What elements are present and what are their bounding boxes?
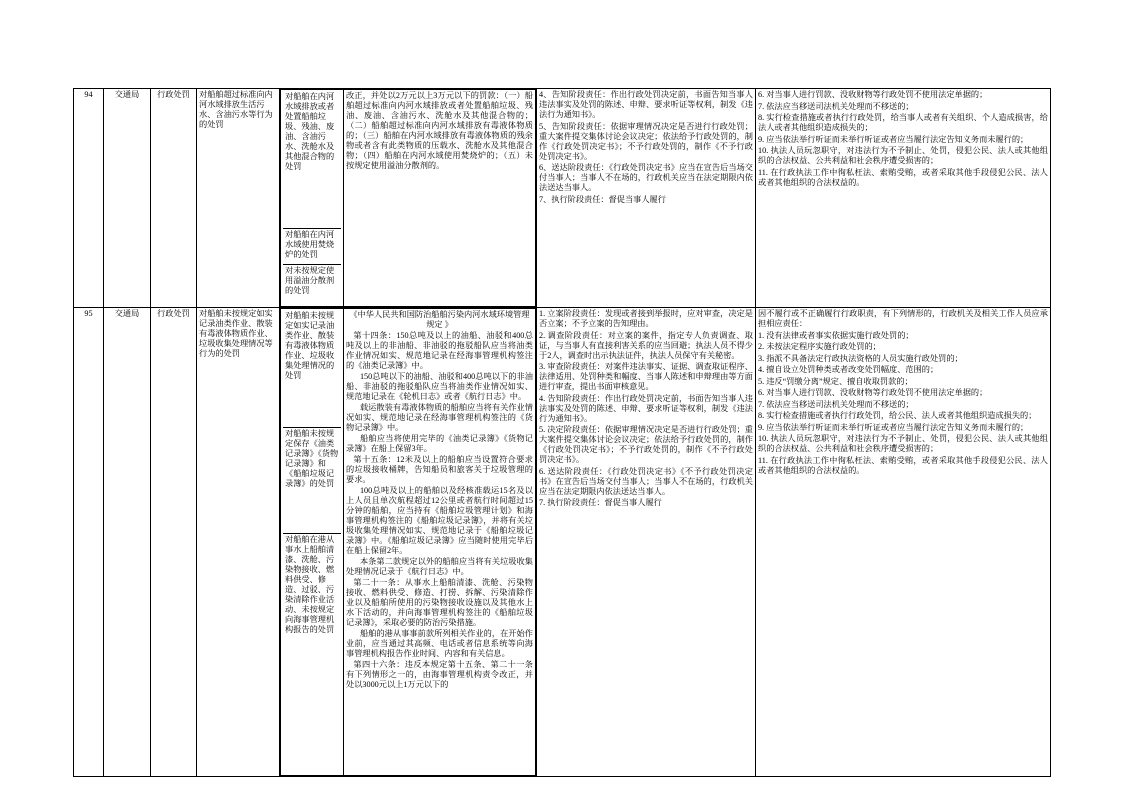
row-item-name	[197, 308, 280, 777]
stage-item: 5、告知阶段责任：依据审理情况决定是否进行行政处罚；重大案件提交集体讨论会议决定；依法给予行政处罚的，制作《行政处罚决定书》；不予行政处罚的，制作《不予行政处罚决定书》。	[539, 121, 753, 161]
row-stage-responsibility	[537, 308, 756, 777]
row-power-type: 行政处罚	[151, 89, 197, 308]
stage-item: 7、执行阶段责任：督促当事人履行	[539, 194, 666, 204]
item-main-label: 对船舶超过标准向内河水域排放生活污水、含油污水等行为的处罚	[199, 90, 273, 129]
basis-paragraph: 第十五条：12米及以上的船舶应当设置符合要求的垃圾接收桶牌，告知船员和旅客关于垃圾管理的要求。	[346, 455, 533, 484]
basis-paragraph: 150总吨以下的油船、油驳和400总吨以下的非油船、非油驳的拖驳船队应当将油类作业情况如实、规范地记录在《轮机日志》或者《航行日志》中。	[346, 372, 533, 401]
sub-item: 对船舶在港从事水上船舶清漆、洗舱、污染物接收、燃料供受、修造、过驳、污染清除作业活动、未按规定向海事管理机构报告的处罚	[285, 535, 335, 634]
stage-item: 5. 决定阶段责任：依据审理情况决定是否进行行政处罚；重大案件提交集体讨论会议决定；依法给予行政处罚的，制作《行政处罚决定书》；不予行政处罚的，制作《不予行政处罚决定书》。	[539, 425, 753, 464]
basis-paragraph: 第二十一条：从事水上船舶清漆、洗舱、污染物接收、燃料供受、修造、打捞、拆解、污染清除作业以及船舶所使用的污染物接收设施以及其他水上水下活动的，并向海事管理机构签注的《船舶垃圾记录簿》，采取必要的防治污染措施。	[346, 578, 533, 627]
accountability-item: 9. 应当依法举行听证而未举行听证或者应当履行法定告知义务而未履行的；	[758, 422, 1029, 432]
accountability-item: 7. 依法应当移送司法机关处理而不移送的；	[758, 101, 914, 111]
basis-text	[344, 309, 536, 776]
table-row	[74, 308, 1051, 777]
accountability-item: 6. 对当事人进行罚款、没收财物等行政处罚不使用法定单据的；	[758, 388, 988, 397]
accountability-item: 11. 在行政执法工作中徇私枉法、索贿受贿，或者采取其他手段侵犯公民、法人或者其他组织的合法权益的。	[758, 455, 1048, 475]
stage-item: 1. 立案阶段责任：发现或者接到举报时，应对审查，决定是否立案；不予立案的告知理由。	[539, 309, 753, 328]
accountability-intro: 因不履行或不正确履行行政职责，有下列情形的，行政机关及相关工作人员应承担相应责任：	[758, 309, 1048, 328]
accountability-item: 9. 应当依法举行听证而未举行听证或者应当履行法定告知义务而未履行的；	[758, 134, 1029, 144]
row-accountability	[756, 308, 1051, 777]
row-accountability	[756, 89, 1051, 308]
accountability-item: 8. 实行检查措施或者执行行政处罚，给当事人或者有关组织、个人造成损害，给法人或者其他组织造成损失的；	[758, 113, 1048, 132]
sub-item: 对船舶在内河水域排放或者处置船舶垃圾、残油、废油、含油污水、洗舱水及其他混合物的处罚	[283, 91, 341, 229]
accountability-item: 2. 未按法定程序实施行政处罚的；	[758, 342, 881, 351]
stage-item: 3. 审查阶段责任：对案件违法事实、证据、调查取证程序、法律适用、处罚种类和幅度、当事人陈述和申辩理由等方面进行审查，提出书面审核意见。	[539, 362, 753, 391]
stage-item: 4. 告知阶段责任：作出行政处罚决定前，书面告知当事人违法事实及处罚的陈述、申辩、要求听证等权利，制发《违法行为通知书》。	[539, 393, 753, 423]
row-legal-basis	[280, 308, 537, 777]
sub-item-list	[281, 309, 344, 776]
basis-paragraph: 船舶应当将使用完毕的《油类记录簿》《货物记录簿》在船上保留3年。	[346, 434, 533, 453]
row-power-type: 行政处罚	[151, 308, 197, 777]
basis-split-table	[280, 89, 536, 307]
sub-item-list	[281, 90, 344, 307]
stage-item: 6. 送达阶段责任：《行政处罚决定书》《不予行政处罚决定书》在宣告后当场交付当事人；当事人不在场的，行政机关应当在法定期限内依法送达当事人。	[539, 466, 753, 496]
basis-paragraph: 载运散装有毒液体物质的船舶应当将有关作业情况如实、规范地记录在经海事管理机构签注的《货物记录簿》中。	[346, 403, 533, 432]
stage-item: 7. 执行阶段责任：督促当事人履行	[539, 498, 662, 507]
accountability-item: 3. 指派不具备法定行政执法资格的人员实施行政处罚的；	[758, 353, 963, 363]
accountability-item: 7. 依法应当移送司法机关处理而不移送的；	[758, 399, 914, 409]
table-row	[74, 89, 1051, 308]
row-number: 95	[74, 308, 104, 777]
stage-item: 6、送达阶段责任：《行政处罚决定书》应当在宣告后当场交付当事人；当事人不在场的，行政机关应当在法定期限内依法送达当事人。	[539, 163, 753, 192]
basis-paragraph: 船舶的港从事事前款所列相关作业的，在开始作业前，应当通过其高频、电话或者信息系统等向海事管理机构报告作业时间、内容和有关信息。	[346, 629, 533, 658]
accountability-item: 10. 执法人员玩忽职守，对违法行为不予制止、处罚，侵犯公民、法人或其他组织的合法权益、公共利益和社会秩序遭受损害的；	[758, 146, 1048, 165]
row-stage-responsibility	[537, 89, 756, 308]
sub-item: 对未按规定使用溢油分散剂的处罚	[285, 266, 335, 295]
row-number: 94	[74, 89, 104, 308]
row-organization: 交通局	[104, 308, 151, 777]
item-main-label: 对船舶未按规定如实记录油类作业、散装有毒液体物质作业、垃圾收集处理情况等行为的处罚	[199, 309, 273, 358]
accountability-item: 4. 擅自设立处罚种类或者改变处罚幅度、范围的；	[758, 365, 939, 374]
accountability-item: 5. 违反“罚缴分离”规定、擅自收取罚款的；	[758, 376, 913, 386]
basis-title: 《中华人民共和国防治船舶污染内河水域环境管理规定 》	[349, 310, 530, 329]
basis-text: 改正，并处以2万元以上3万元以下的罚款：（一）船舶超过标准向内河水域排放或者处置船舶垃圾、残油、废油、含油污水、洗舱水及其他混合物的；（二）船舶超过标准向内河水域排放有毒液体物质的；（三）船舶在内河水域排放有毒液体物质的残余物或者含有此类物质的压载水、洗舱水及其他混合物；（四）船舶在内河水域使用焚烧炉的；（五）未按规定使用溢油分散剂的。	[344, 90, 536, 307]
basis-split-table	[280, 308, 536, 776]
basis-paragraph: 第十四条：150总吨及以上的油船、油驳和400总吨及以上的非油船、非油驳的拖驳船队应当将油类作业情况如实、规范地记录在经海事管理机构签注的《油类记录簿》中。	[346, 331, 533, 370]
accountability-item: 6. 对当事人进行罚款、没收财物等行政处罚不使用法定单据的；	[758, 90, 988, 99]
responsibility-list-table	[73, 88, 1051, 777]
stage-item: 4、告知阶段责任：作出行政处罚决定前，书面告知当事人违法事实及处罚的陈述、申辩、要求听证等权利，制发《违法行为通知书》。	[539, 90, 753, 119]
accountability-item: 11. 在行政执法工作中徇私枉法、索贿受贿，或者采取其他手段侵犯公民、法人或者其他组织的合法权益的。	[758, 167, 1048, 187]
basis-paragraph: 本条第二款规定以外的船舶应当将有关垃圾收集处理情况记录于《航行日志》中。	[346, 557, 533, 576]
row-organization: 交通局	[104, 89, 151, 308]
basis-paragraph: 100总吨及以上的船舶以及经核准载运15名及以上人员且单次航程超过12公里或者航行时间超过15分钟的船舶，应当持有《船舶垃圾管理计划》和海事管理机构签注的《船舶垃圾记录簿》，并将有关垃圾收集处理情况如实、规范地记录于《船舶垃圾记录簿》中。《船舶垃圾记录簿》应当随时使用完毕后在船上保留2年。	[346, 486, 533, 555]
accountability-item: 10. 执法人员玩忽职守，对违法行为不予制止、处罚，侵犯公民、法人或其他组织的合法权益、公共利益和社会秩序遭受损害的；	[758, 434, 1048, 453]
basis-paragraph: 第四十六条：违反本规定第十五条、第二十一条有下列情形之一的，由海事管理机构责令改正，并处以3000元以上1万元以下的	[346, 660, 533, 689]
row-item-name	[197, 89, 280, 308]
stage-item: 2. 调查阶段责任：对立案的案件，指定专人负责调查、取证，与当事人有直接利害关系的应当回避；执法人员不得少于2人，调查时出示执法证件，执法人员保守有关秘密。	[539, 330, 753, 360]
accountability-item: 8. 实行检查措施或者执行行政处罚，给公民、法人或者其他组织造成损失的；	[758, 411, 1037, 420]
accountability-item: 1. 没有法律或者事实依据实施行政处罚的；	[758, 330, 914, 340]
row-legal-basis	[280, 89, 537, 308]
sub-item: 对船舶未按规定保存《油类记录簿》《货物记录簿》和《船舶垃圾记录簿》的处罚	[283, 428, 341, 534]
sub-item: 对船舶未按规定如实记录油类作业、散装有毒液体物质作业、垃圾收集处理情况的处罚	[283, 310, 341, 428]
sub-item: 对船舶在内河水域使用焚烧炉的处罚	[283, 229, 341, 265]
